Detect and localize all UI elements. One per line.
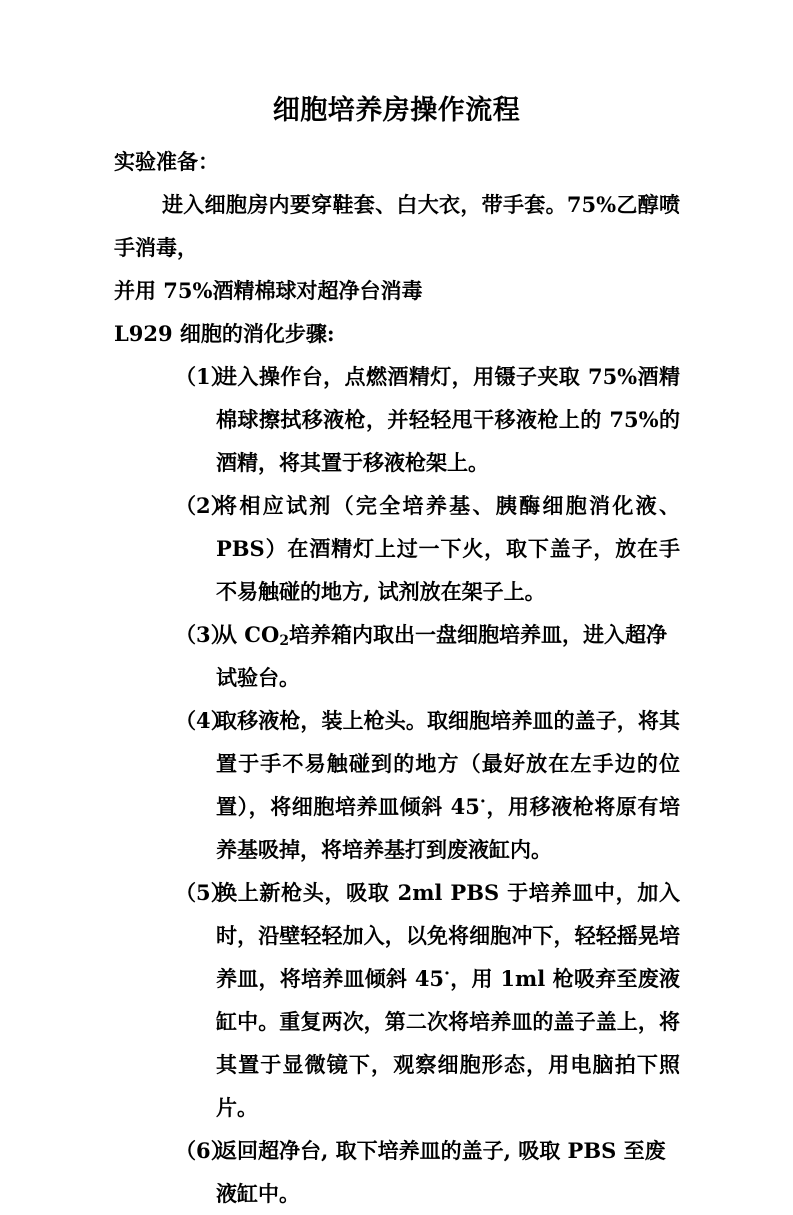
list-item-text xyxy=(216,484,680,613)
list-item-text xyxy=(216,699,680,871)
degree-mark: · xyxy=(479,791,486,812)
prep-paragraph-2: 并用 75%酒精棉球对超净台消毒 xyxy=(114,278,423,303)
degree-mark: · xyxy=(444,963,451,984)
list-item-text-main: 取移液枪，装上枪头。取细胞培养皿的盖子，将其置于手不易触碰到的地方（最好放在左手边的位置），将细胞培养皿倾斜 45 xyxy=(216,708,680,819)
list-item-marker: （2） xyxy=(175,493,232,518)
list-item-marker: （3） xyxy=(175,622,232,647)
list-item-text-main: 换上新枪头，吸取 2ml PBS 于培养皿中，加入时，沿壁轻轻加入，以免将细胞冲下，轻轻摇晃培养皿，将培养皿倾斜 45 xyxy=(216,880,680,991)
prep-heading: 实验准备： xyxy=(114,149,219,174)
list-item-marker: （6） xyxy=(175,1138,232,1163)
list-item xyxy=(114,1129,680,1215)
list-item-text-tail: 培养箱内取出一盘细胞培养皿，进入超净试验台。 xyxy=(216,622,667,690)
subscript-co2: 2 xyxy=(279,633,289,650)
list-item-text-tail: ，用 1ml 枪吸弃至废液缸中。重复两次，第二次将培养皿的盖子盖上，将其置于显微镜下，观察细胞形态，用电脑拍下照片。 xyxy=(216,966,680,1120)
list-item-text xyxy=(216,355,680,484)
list-item-marker: （4） xyxy=(175,708,232,733)
prep-paragraph-1: 进入细胞房内要穿鞋套、白大衣，带手套。75%乙醇喷手消毒， xyxy=(114,192,680,260)
list-item xyxy=(114,613,680,699)
list-item-text xyxy=(216,871,680,1129)
list-item-text-main: 将相应试剂（完全培养基、胰酶细胞消化液、PBS）在酒精灯上过一下火，取下盖子，放在手不易触碰的地方, 试剂放在架子上。 xyxy=(216,493,680,604)
list-item-marker: （5） xyxy=(175,880,232,905)
steps-heading: L929 细胞的消化步骤: xyxy=(114,321,335,346)
list-item-text-tail: ，用移液枪将原有培养基吸掉，将培养基打到废液缸内。 xyxy=(216,794,680,862)
list-item-marker: （1） xyxy=(175,364,232,389)
list-item-text xyxy=(216,1129,680,1215)
list-item xyxy=(114,484,680,613)
list-item-text-main: 从 CO xyxy=(216,622,280,647)
list-item-text-main: 返回超净台, 取下培养皿的盖子, 吸取 PBS 至废液缸中。 xyxy=(216,1138,666,1206)
list-item xyxy=(114,871,680,1129)
list-item-text xyxy=(216,613,680,699)
document-body xyxy=(114,140,680,1215)
list-item-text-main: 进入操作台，点燃酒精灯，用镊子夹取 75%酒精棉球擦拭移液枪，并轻轻甩干移液枪上的 75%的酒精，将其置于移液枪架上。 xyxy=(216,364,680,475)
page-title: 细胞培养房操作流程 xyxy=(272,95,521,126)
list-item xyxy=(114,699,680,871)
list-item xyxy=(114,355,680,484)
steps-list xyxy=(114,355,680,1215)
